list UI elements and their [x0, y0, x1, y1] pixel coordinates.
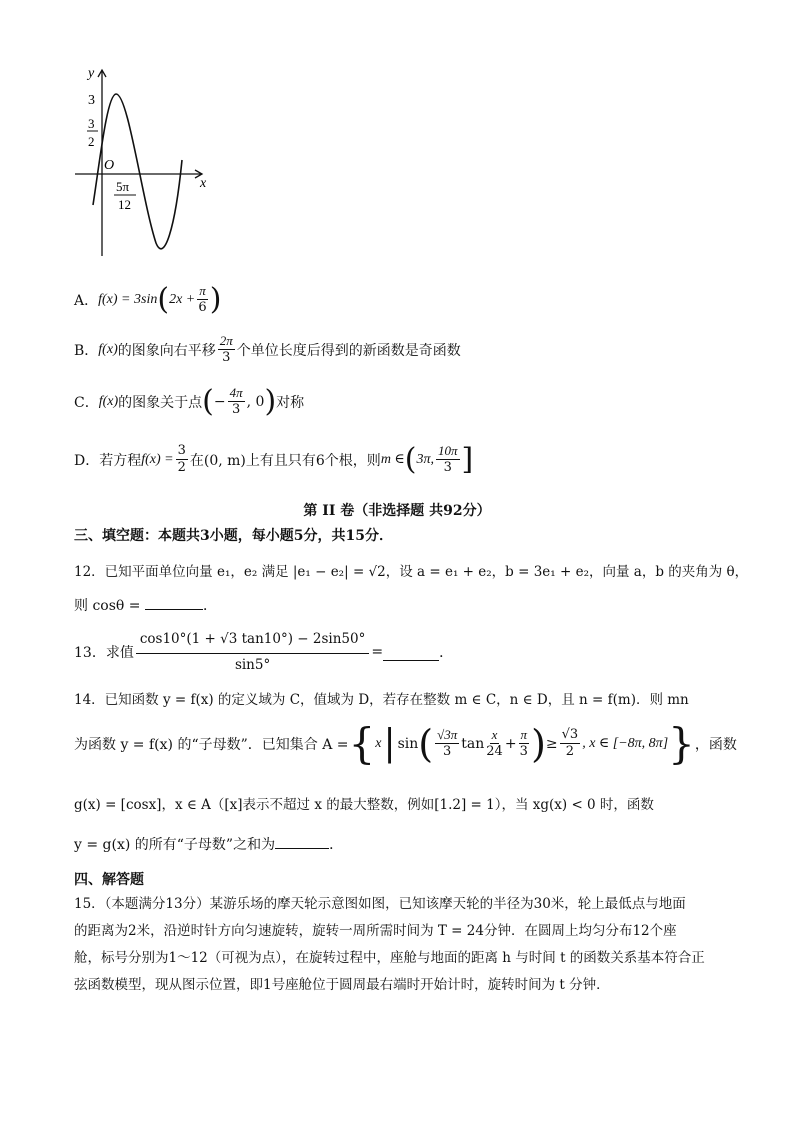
- q14-line2: 为函数 y = f(x) 的“子母数”．已知集合 A = { x | sin ( $\frac{√3\pi}{3}$ tan $\frac{x}{24}$ + $\frac{\pi}{3}$ ) ≥ $\frac{√3}{2}$ , x ∈ [−8π, 8π] } ，函数: [74, 718, 737, 768]
- q15-line2: 的距离为2米，沿逆时针方向匀速旋转，旋转一周所需时间为 T = 24分钟．在圆周上均匀分布12个座: [74, 923, 677, 939]
- option-c-minus: −: [213, 393, 226, 410]
- option-d-interval: 3π,: [416, 451, 435, 467]
- option-c-pre: 的图象关于点: [118, 394, 203, 411]
- q12-line2-pre: 则 cosθ =: [74, 598, 145, 614]
- q15-line1: 15．（本题满分13分）某游乐场的摩天轮示意图如图，已知该摩天轮的半径为30米，轮上最低点与地面: [74, 896, 686, 912]
- q14-set-den2: 24: [486, 744, 503, 759]
- q14-set-plus: +: [504, 735, 517, 752]
- option-b-pre: 的图象向右平移: [117, 342, 216, 359]
- option-a-fnum: π: [199, 283, 206, 298]
- option-d-m: m ∈: [380, 452, 405, 467]
- option-c-fden: 3: [231, 402, 241, 417]
- y-tick-frac-num: 3: [88, 116, 95, 131]
- option-a-prefix: A．: [74, 292, 99, 309]
- x-axis-label: x: [200, 176, 207, 191]
- x-tick-num: 5π: [116, 179, 130, 194]
- option-d: D．若方程 f(x) = $\frac{3}{2}$ 在(0, m)上有且只有6个根，则 m ∈ ( 3π, $\frac{10\pi}{3}$ ]: [74, 441, 474, 477]
- q13-post: ．: [439, 645, 454, 661]
- option-d-lhs: f(x) =: [141, 451, 174, 467]
- q15-line4: 弦函数模型，现从图示位置，即1号座舱位于圆周最右端时开始计时，旋转时间为 t 分钟．: [74, 977, 610, 993]
- q14-set-num2: x: [491, 727, 498, 742]
- sine-graph: [60, 60, 220, 270]
- q14-line2-post: ，函数: [694, 736, 737, 753]
- q14-answer-blank[interactable]: [275, 848, 329, 849]
- q14-set-den3: 3: [519, 744, 528, 759]
- option-d-fden2: 3: [443, 460, 452, 475]
- option-c: C． f(x) 的图象关于点 ( − $\frac{4\pi}{3}$ , 0 ) 对称: [74, 383, 305, 419]
- q14-set-range: , x ∈ [−8π, 8π]: [582, 736, 669, 751]
- option-c-post: 对称: [276, 394, 305, 411]
- q14-set-num4: √3: [561, 727, 579, 742]
- option-c-tail: , 0: [246, 393, 265, 410]
- q14-line3: g(x) = [cosx]，x ∈ A（[x]表示不超过 x 的最大整数，例如[1.2] = 1），当 xg(x) < 0 时，函数: [74, 797, 654, 813]
- y-tick-3: 3: [88, 93, 95, 108]
- option-b-fden: 3: [222, 350, 231, 365]
- option-d-fnum2: 10π: [438, 443, 458, 458]
- section-2-title: 第 II 卷（非选择题 共92分）: [303, 503, 491, 519]
- q14-set-den4: 2: [565, 744, 575, 759]
- option-a-inner: 2x +: [169, 291, 196, 307]
- q12-line2: [74, 595, 217, 615]
- option-d-fnum: 3: [177, 443, 186, 458]
- q14-line4: [74, 834, 343, 854]
- q14-set-num3: π: [520, 727, 528, 742]
- q13-numerator: cos10°(1 + √3 tan10°) − 2sin50°: [136, 628, 370, 654]
- q14-line2-pre: 为函数 y = f(x) 的“子母数”．已知集合 A =: [74, 736, 349, 753]
- q14-set-den1: 3: [443, 744, 452, 759]
- section-4-title: 四、解答题: [74, 872, 144, 888]
- q12-answer-blank[interactable]: [145, 609, 203, 610]
- q13-eq: =: [371, 644, 384, 660]
- q14-set-sin: sin: [397, 735, 419, 752]
- option-d-fden: 2: [177, 460, 186, 475]
- q12-line1: 12．已知平面单位向量 e₁，e₂ 满足 |e₁ − e₂| = √2，设 a = e₁ + e₂，b = 3e₁ + e₂，向量 a，b 的夹角为 θ，: [74, 564, 749, 580]
- q13-pre: 13．求值: [74, 645, 134, 661]
- q13: [74, 628, 453, 676]
- x-tick-den: 12: [118, 197, 131, 212]
- section-3-title: 三、填空题：本题共3小题，每小题5分，共15分．: [74, 528, 393, 544]
- q13-denominator: sin5°: [234, 657, 271, 673]
- option-c-lhs: f(x): [98, 393, 119, 409]
- option-c-prefix: C．: [74, 394, 99, 411]
- q14-line4-pre: y = g(x) 的所有“子母数”之和为: [74, 837, 276, 853]
- option-b: [74, 333, 461, 366]
- q14-line1: 14．已知函数 y = f(x) 的定义域为 C，值域为 D，若存在整数 m ∈ C，n ∈ D，且 n = f(m)．则 mn: [74, 692, 689, 708]
- q15-line3: 舱，标号分别为1～12（可视为点），在旋转过程中，座舱与地面的距离 h 与时间 t 的函数关系基本符合正: [74, 950, 705, 966]
- q14-set-x: x: [375, 735, 382, 751]
- option-a-lhs: f(x) = 3sin: [98, 291, 158, 307]
- q14-line4-post: ．: [329, 837, 344, 853]
- origin-label: O: [104, 158, 115, 173]
- q14-set-tan: tan: [461, 735, 485, 752]
- option-b-post: 个单位长度后得到的新函数是奇函数: [236, 342, 461, 359]
- option-d-prefix: D．若方程: [74, 452, 142, 469]
- q14-set-num1: √3π: [437, 727, 458, 742]
- q13-answer-blank[interactable]: [383, 660, 439, 661]
- option-c-fnum: 4π: [229, 385, 243, 400]
- q14-set-ge: ≥: [545, 735, 558, 752]
- q12-line2-post: ．: [202, 598, 217, 614]
- y-axis-label: y: [88, 66, 95, 81]
- option-b-lhs: f(x): [98, 341, 118, 357]
- option-a-fden: 6: [198, 300, 207, 315]
- option-d-mid: 在(0, m)上有且只有6个根，则: [189, 452, 381, 469]
- option-a: A． f(x) = 3sin ( 2x + $\frac{\pi}{6}$ ): [74, 281, 222, 317]
- option-b-prefix: B．: [74, 342, 99, 359]
- option-b-fnum: 2π: [219, 333, 233, 348]
- y-tick-frac-den: 2: [88, 134, 95, 149]
